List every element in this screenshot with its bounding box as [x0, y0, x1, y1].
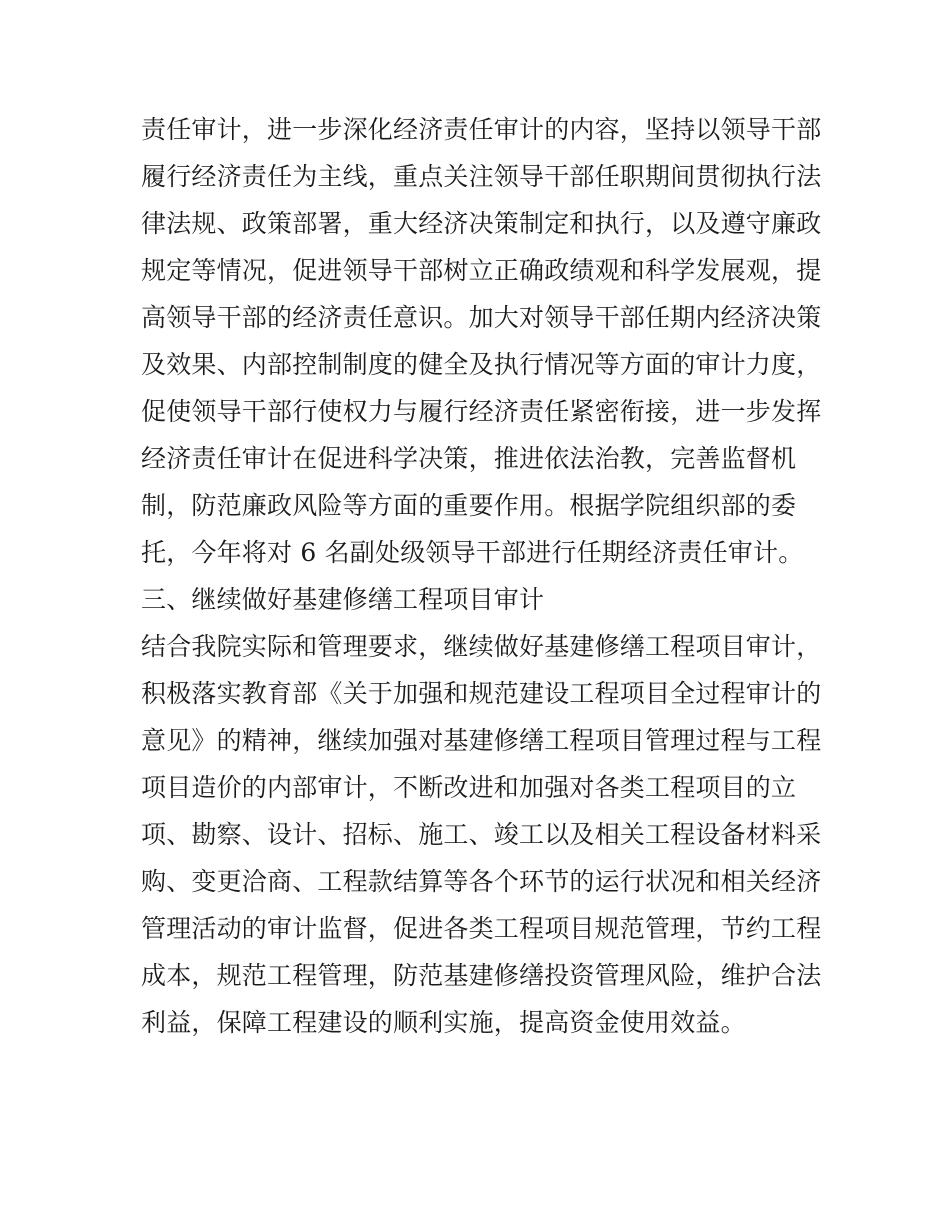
text-line: 结合我院实际和管理要求，继续做好基建修缮工程项目审计， — [141, 632, 822, 661]
text-line: 律法规、政策部署，重大经济决策制定和执行，以及遵守廉政 — [141, 209, 822, 238]
text-line: 托，今年将对 6 名副处级领导干部进行任期经济责任审计。 — [141, 538, 804, 567]
text-line: 制，防范廉政风险等方面的重要作用。根据学院组织部的委 — [141, 491, 797, 520]
text-line: 利益，保障工程建设的顺利实施，提高资金使用效益。 — [141, 1008, 746, 1037]
text-line: 意见》的精神，继续加强对基建修缮工程项目管理过程与工程 — [141, 726, 822, 755]
text-line: 项、勘察、设计、招标、施工、竣工以及相关工程设备材料采 — [141, 820, 822, 849]
section-heading: 三、继续做好基建修缮工程项目审计 — [141, 585, 545, 614]
text-line: 履行经济责任为主线，重点关注领导干部任职期间贯彻执行法 — [141, 162, 822, 191]
body-text — [141, 106, 831, 1046]
text-line: 购、变更洽商、工程款结算等各个环节的运行状况和相关经济 — [141, 867, 822, 896]
text-line: 成本，规范工程管理，防范基建修缮投资管理风险，维护合法 — [141, 961, 822, 990]
text-line: 促使领导干部行使权力与履行经济责任紧密衔接，进一步发挥 — [141, 397, 822, 426]
text-line: 积极落实教育部《关于加强和规范建设工程项目全过程审计的 — [141, 679, 822, 708]
text-line: 项目造价的内部审计，不断改进和加强对各类工程项目的立 — [141, 773, 797, 802]
text-line: 管理活动的审计监督，促进各类工程项目规范管理，节约工程 — [141, 914, 822, 943]
text-line: 高领导干部的经济责任意识。加大对领导干部任期内经济决策 — [141, 303, 822, 332]
text-line: 规定等情况，促进领导干部树立正确政绩观和科学发展观，提 — [141, 256, 822, 285]
text-line: 经济责任审计在促进科学决策，推进依法治教，完善监督机 — [141, 444, 797, 473]
text-line: 责任审计，进一步深化经济责任审计的内容，坚持以领导干部 — [141, 115, 822, 144]
text-line: 及效果、内部控制制度的健全及执行情况等方面的审计力度， — [141, 350, 822, 379]
